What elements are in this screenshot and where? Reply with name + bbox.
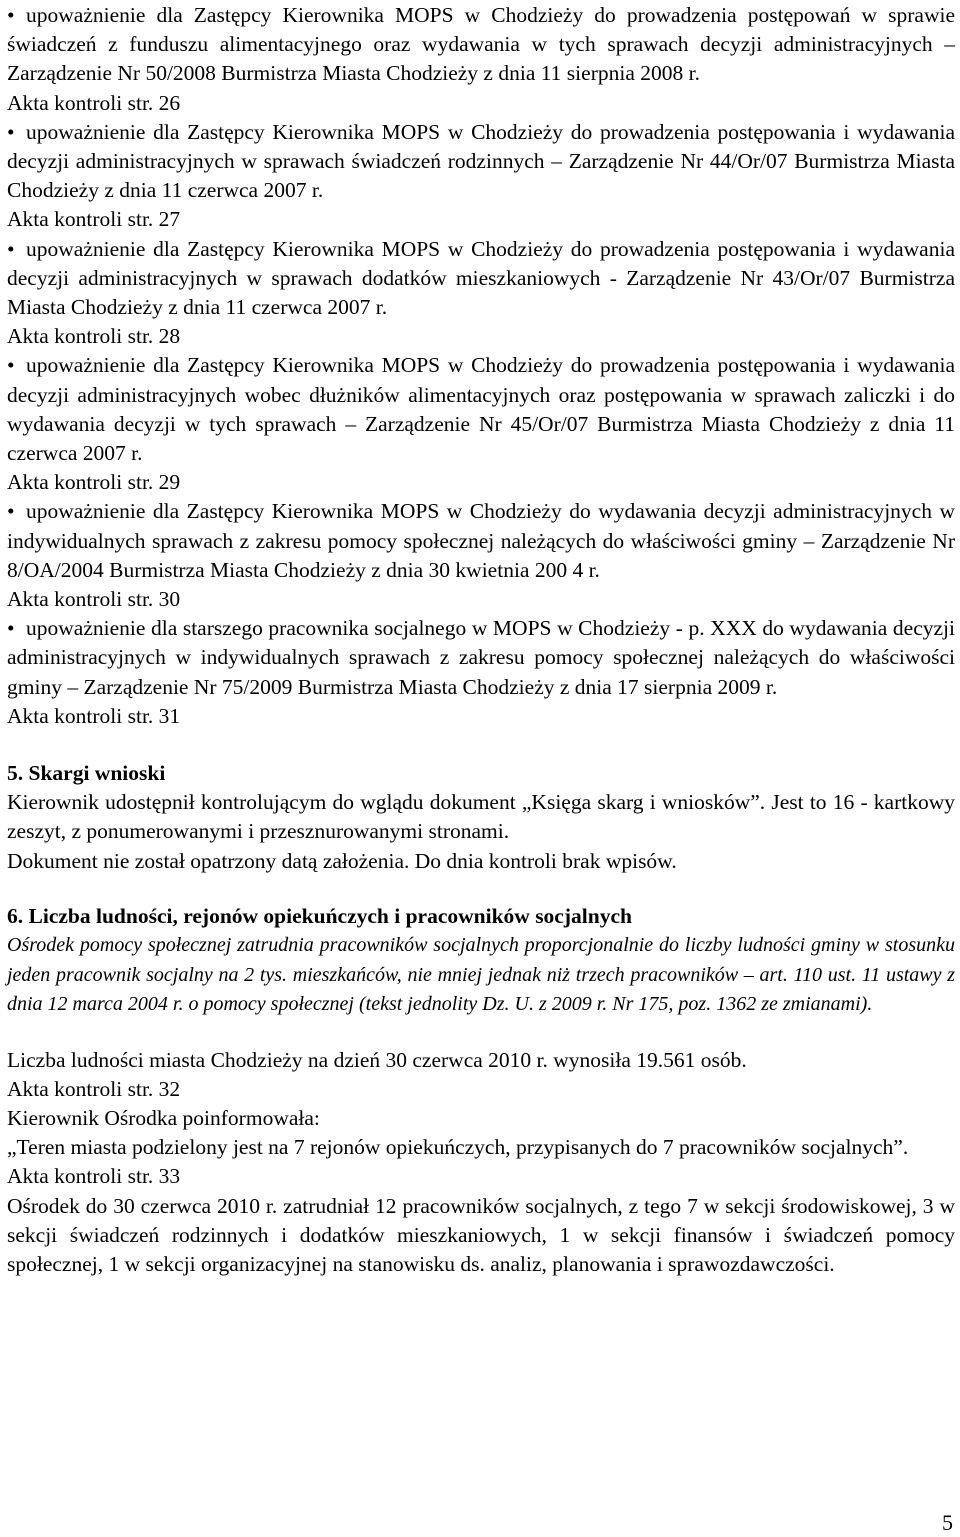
spacer (7, 1020, 955, 1046)
authorization-item-1 (7, 1, 955, 89)
bullet-marker: • (7, 119, 15, 144)
akta-reference: Akta kontroli str. 26 (7, 90, 181, 115)
authorization-text: upoważnienie dla Zastępcy Kierownika MOPS w Chodzieży do prowadzenia postępowania i wydawania decyzji administracyjnych wobec dłużników alimentacyjnych oraz postępowania w sprawach zaliczki i do wydawania decyzji w tych sprawach – Zarządzenie Nr 45/Or/07 Burmistrza Miasta Chodzieży z dnia 11 czerwca 2007 r. (7, 353, 955, 466)
authorization-text: upoważnienie dla starszego pracownika socjalnego w MOPS w Chodzieży - p. XXX do wydawania decyzji administracyjnych w indywidualnych sprawach z zakresu pomocy społecznej należących do właściwości gminy – Zarządzenie Nr 75/2009 Burmistrza Miasta Chodzieży z dnia 17 sierpnia 2009 r. (7, 616, 955, 699)
document-page (7, 1, 955, 1279)
staff-paragraph: Ośrodek do 30 czerwca 2010 r. zatrudniał 12 pracowników socjalnych, z tego 7 w sekcji środowiskowej, 3 w sekcji świadczeń rodzinnych i dodatków mieszkaniowych, 1 w sekcji finansów i świadczeń pomocy społecznej, 1 w sekcji organizacyjnej na stanowisku ds. analiz, planowania i sprawozdawczości. (7, 1193, 955, 1277)
akta-reference: Akta kontroli str. 31 (7, 703, 181, 728)
bullet-marker: • (7, 616, 15, 641)
section-5-paragraph: Dokument nie został opatrzony datą założenia. Do dnia kontroli brak wpisów. (7, 848, 677, 873)
authorization-text: upoważnienie dla Zastępcy Kierownika MOPS w Chodzieży do prowadzenia postępowań w sprawie świadczeń z funduszu alimentacyjnego oraz wydawania w tych sprawach decyzji administracyjnych – Zarządzenie Nr 50/2008 Burmistrza Miasta Chodzieży z dnia 11 sierpnia 2008 r. (7, 3, 955, 86)
authorization-text: upoważnienie dla Zastępcy Kierownika MOPS w Chodzieży do prowadzenia postępowania i wydawania decyzji administracyjnych w sprawach dodatków mieszkaniowych - Zarządzenie Nr 43/Or/07 Burmistrza Miasta Chodzieży z dnia 11 czerwca 2007 r. (7, 236, 955, 320)
bullet-marker: • (7, 3, 15, 27)
informed-paragraph: Kierownik Ośrodka poinformowała: (7, 1106, 320, 1130)
section-5-paragraph: Kierownik udostępnił kontrolującym do wglądu dokument „Księga skarg i wniosków”. Jest to 16 - kartkowy zeszyt, z ponumerowanymi i przesznurowanymi stronami. (7, 790, 955, 844)
legal-basis-paragraph: Ośrodek pomocy społecznej zatrudnia pracowników socjalnych proporcjonalnie do liczby ludności gminy w stosunku jeden pracownik socjalny na 2 tys. mieszkańców, nie mniej jednak niż trzech pracowników – art. 110 ust. 11 ustawy z dnia 12 marca 2004 r. o pomocy społecznej (tekst jednolity Dz. U. z 2009 r. Nr 175, poz. 1362 ze zmianami). (7, 934, 955, 1016)
authorization-item-2 (7, 118, 955, 206)
bullet-marker: • (7, 353, 15, 378)
authorization-text: upoważnienie dla Zastępcy Kierownika MOPS w Chodzieży do wydawania decyzji administracyjnych w indywidualnych sprawach z zakresu pomocy społecznej należących do właściwości gminy – Zarządzenie Nr 8/OA/2004 Burmistrza Miasta Chodzieży z dnia 30 kwietnia 200 4 r. (7, 499, 955, 582)
authorization-text: upoważnienie dla Zastępcy Kierownika MOPS w Chodzieży do prowadzenia postępowania i wydawania decyzji administracyjnych w sprawach świadczeń rodzinnych – Zarządzenie Nr 44/Or/07 Burmistrza Miasta Chodzieży z dnia 11 czerwca 2007 r. (7, 119, 955, 203)
authorization-item-3 (7, 235, 955, 323)
page-number: 5 (942, 1510, 953, 1535)
population-paragraph: Liczba ludności miasta Chodzieży na dzień 30 czerwca 2010 r. wynosiła 19.561 osób. (7, 1047, 747, 1072)
section-5-heading: 5. Skargi wnioski (7, 761, 166, 786)
bullet-marker: • (7, 499, 15, 524)
akta-reference: Akta kontroli str. 32 (7, 1076, 181, 1101)
akta-reference: Akta kontroli str. 30 (7, 587, 181, 612)
authorization-item-6 (7, 614, 955, 702)
quote-paragraph: „Teren miasta podzielony jest na 7 rejonów opiekuńczych, przypisanych do 7 pracowników socjalnych”. (7, 1135, 909, 1160)
bullet-marker: • (7, 236, 15, 261)
akta-reference: Akta kontroli str. 29 (7, 470, 181, 495)
authorization-item-4 (7, 351, 955, 468)
akta-reference: Akta kontroli str. 33 (7, 1164, 181, 1189)
akta-reference: Akta kontroli str. 28 (7, 324, 181, 349)
section-6-heading: 6. Liczba ludności, rejonów opiekuńczych i pracowników socjalnych (7, 903, 632, 928)
authorization-item-5 (7, 497, 955, 585)
akta-reference: Akta kontroli str. 27 (7, 207, 181, 232)
